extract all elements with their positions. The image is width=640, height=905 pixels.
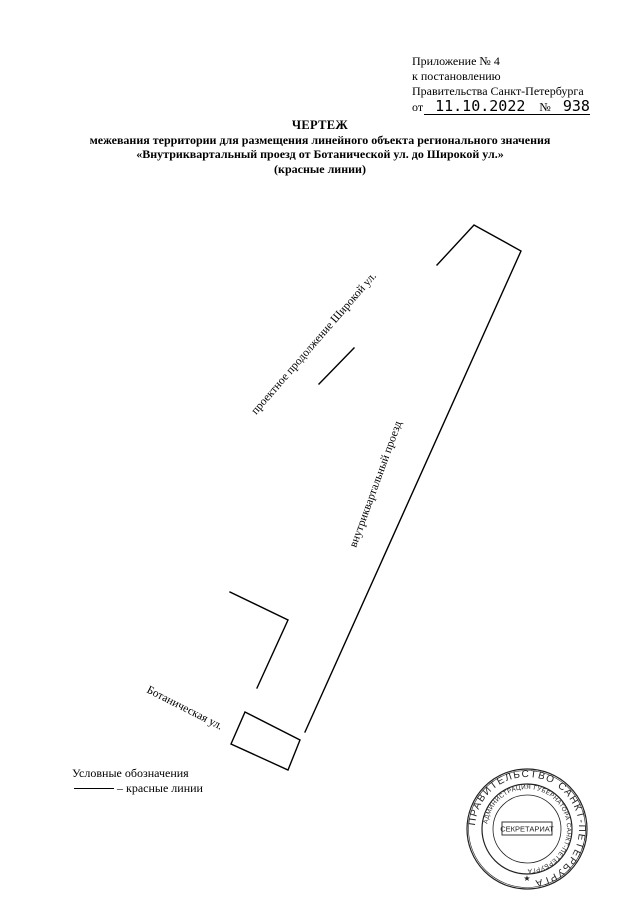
appendix-line-2: к постановлению <box>412 69 501 83</box>
legend-title: Условные обозначения <box>72 766 189 780</box>
appendix-line-3: Правительства Санкт-Петербурга <box>412 84 584 98</box>
legend-line-swatch <box>74 788 114 789</box>
legend-item-red-lines <box>72 781 203 796</box>
official-seal-stamp <box>462 767 592 892</box>
number-prefix: № <box>539 100 551 114</box>
date-value: 11.10.2022 <box>435 97 526 115</box>
appendix-line-1: Приложение № 4 <box>412 54 500 68</box>
heading-line-2: «Внутриквартальный проезд от Ботанической ул. до Широкой ул.» <box>136 147 504 161</box>
stamp-inner-text: АДМИНИСТРАЦИЯ ГУБЕРНАТОРА САНКТ-ПЕТЕРБУРГА <box>482 783 573 875</box>
red-line-north-east <box>305 225 521 732</box>
red-line-botanicheskaya-box <box>231 712 300 770</box>
label-proezd: внутриквартальный проезд <box>347 419 405 550</box>
date-prefix: от <box>412 100 424 114</box>
stamp-center-text: СЕКРЕТАРИАТ <box>500 824 554 834</box>
number-value: 938 <box>562 97 590 115</box>
legend <box>72 766 203 796</box>
heading-title: ЧЕРТЕЖ <box>291 118 349 132</box>
red-line-west-corner <box>230 592 288 688</box>
label-botanicheskaya: Ботаническая ул. <box>144 683 225 733</box>
legend-item-label: – красные линии <box>117 781 203 795</box>
label-shirokaya: проектное продолжение Широкой ул. <box>249 270 379 417</box>
stamp-star-icon: ★ <box>523 874 531 883</box>
red-line-shirokaya-segment <box>319 348 354 384</box>
heading-line-1: межевания территории для размещения линейного объекта регионального значения <box>89 132 551 147</box>
heading-line-3: (красные линии) <box>274 161 366 176</box>
stamp-outer-text: ПРАВИТЕЛЬСТВО САНКТ-ПЕТЕРБУРГА <box>467 768 588 889</box>
